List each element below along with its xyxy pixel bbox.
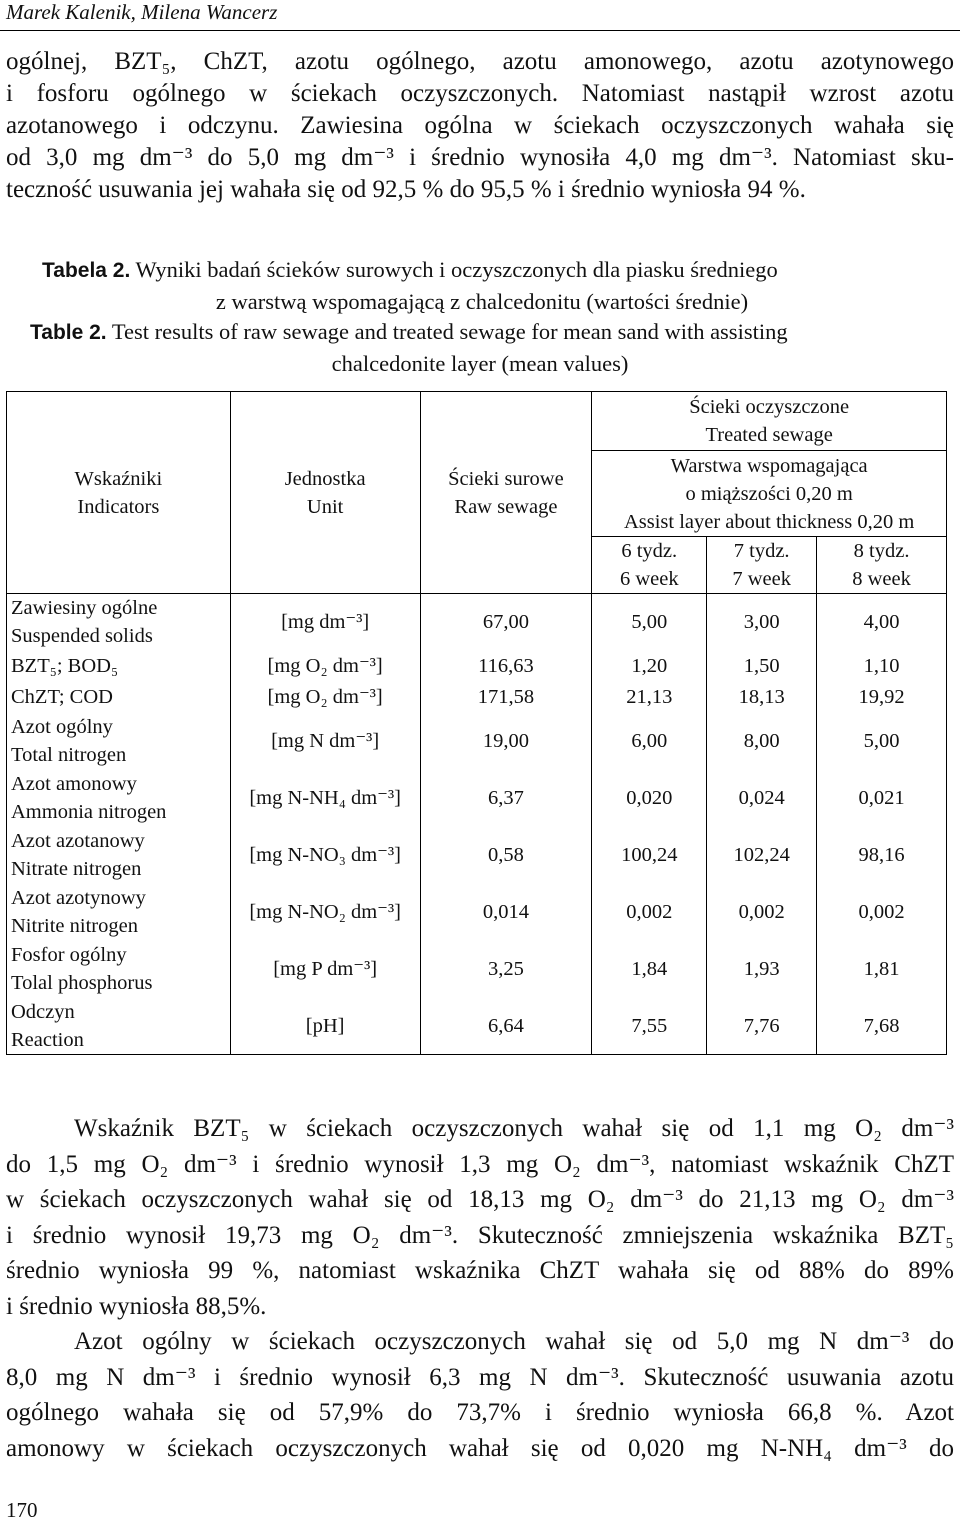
indicator-name-en: Nitrite nitrogen — [11, 915, 138, 937]
indicator-name-pl: Azot amonowy — [11, 773, 137, 795]
unit-cell — [230, 884, 420, 941]
value-cell-w6 — [592, 770, 707, 827]
header-assist-layer: Warstwa wspomagająca o miąższości 0,20 m Assist layer about thickness 0,20 m — [592, 451, 947, 537]
indicator-name-pl: Azot azotynowy — [11, 887, 146, 909]
unit-value: [mg P dm⁻³] — [273, 958, 378, 980]
value-cell-raw — [420, 682, 592, 713]
header-rule — [0, 30, 960, 31]
cell-value: 98,16 — [858, 844, 905, 866]
cell-value: 1,50 — [743, 655, 780, 677]
unit-value: [mg N-NH₄ dm⁻³] — [249, 787, 401, 809]
cell-value: 100,24 — [621, 844, 678, 866]
cell-value: 0,021 — [858, 787, 905, 809]
value-cell-w8 — [817, 827, 947, 884]
cell-value: 19,92 — [858, 686, 905, 708]
value-cell-w6 — [592, 998, 707, 1055]
table-row — [7, 594, 947, 651]
value-cell-w8 — [817, 884, 947, 941]
unit-value: [pH] — [305, 1014, 345, 1037]
header-raw-sewage: Ścieki surowe Raw sewage — [420, 392, 592, 594]
value-cell-w8 — [817, 651, 947, 682]
cell-value: 0,014 — [482, 901, 529, 923]
value-cell-w8 — [817, 770, 947, 827]
value-cell-raw — [420, 770, 592, 827]
table-row — [7, 713, 947, 770]
text-line: do 1,5 mg O₂ dm⁻³ i średnio wynosił 1,3 mg O₂ dm⁻³, natomiast wskaźnik ChZT — [6, 1150, 954, 1178]
table-row — [7, 884, 947, 941]
text-line: ogólnego wahała się od 57,9% do 73,7% i średnio wyniosła 66,8 %. Azot — [6, 1399, 954, 1426]
cell-value: 0,020 — [626, 787, 673, 809]
caption-label: Tabela 2. — [42, 259, 131, 282]
value-cell-raw — [420, 713, 592, 770]
value-cell-w7 — [707, 651, 817, 682]
indicator-name-pl: BZT₅; BOD₅ — [11, 655, 119, 677]
caption-text: chalcedonite layer (mean values) — [331, 351, 629, 376]
indicator-name-en: Reaction — [11, 1028, 84, 1051]
value-cell-raw — [420, 941, 592, 998]
indicator-cell — [7, 827, 231, 884]
value-cell-w7 — [707, 941, 817, 998]
indicator-name-pl: Odczyn — [11, 1000, 75, 1023]
indicator-cell — [7, 941, 231, 998]
bottom-paragraph — [6, 1111, 954, 1466]
value-cell-raw — [420, 998, 592, 1055]
unit-cell — [230, 594, 420, 651]
caption-text: Test results of raw sewage and treated sewage for mean sand with assisting — [111, 319, 788, 344]
indicator-name-en: Ammonia nitrogen — [11, 801, 167, 823]
cell-value: 19,00 — [482, 730, 529, 752]
header-indicators: Wskaźniki Indicators — [7, 392, 231, 594]
cell-value: 1,84 — [631, 958, 668, 980]
value-cell-w8 — [817, 713, 947, 770]
cell-value: 1,93 — [743, 958, 780, 980]
value-cell-w8 — [817, 682, 947, 713]
text-line: Azot ogólny w ściekach oczyszczonych wahał się od 5,0 mg N dm⁻³ do — [74, 1328, 954, 1355]
cell-value: 7,68 — [863, 1014, 900, 1037]
indicator-name-en: Nitrate nitrogen — [11, 858, 142, 880]
caption-text: Wyniki badań ścieków surowych i oczyszczonych dla piasku średniego — [135, 257, 778, 282]
text-line: teczność usuwania jej wahała się od 92,5 % do 95,5 % i średnio wyniosła 94 %. — [6, 176, 806, 203]
cell-value: 8,00 — [743, 730, 780, 752]
cell-value: 18,13 — [738, 686, 785, 708]
value-cell-raw — [420, 827, 592, 884]
value-cell-w7 — [707, 713, 817, 770]
unit-cell — [230, 827, 420, 884]
cell-value: 6,00 — [631, 730, 668, 752]
value-cell-raw — [420, 884, 592, 941]
value-cell-w6 — [592, 682, 707, 713]
running-header: Marek Kalenik, Milena Wancerz — [6, 0, 278, 24]
unit-cell — [230, 682, 420, 713]
cell-value: 1,81 — [863, 958, 900, 980]
cell-value: 21,13 — [626, 686, 673, 708]
table-row — [7, 941, 947, 998]
indicator-name-pl: Azot ogólny — [11, 716, 113, 738]
unit-value: [mg N dm⁻³] — [271, 730, 380, 752]
indicator-name-en: Tolal phosphorus — [11, 972, 153, 994]
unit-value: [mg dm⁻³] — [281, 611, 370, 634]
text-line: ogólnej, BZT₅, ChZT, azotu ogólnego, azotu amonowego, azotu azotynowego — [6, 48, 954, 75]
unit-value: [mg O₂ dm⁻³] — [267, 686, 383, 708]
value-cell-w6 — [592, 827, 707, 884]
cell-value: 0,024 — [738, 787, 785, 809]
text-line: Wskaźnik BZT₅ w ściekach oczyszczonych wahał się od 1,1 mg O₂ dm⁻³ — [74, 1115, 954, 1142]
cell-value: 3,25 — [487, 958, 524, 980]
unit-value: [mg N-NO₃ dm⁻³] — [249, 844, 401, 866]
table-row — [7, 651, 947, 682]
value-cell-w7 — [707, 884, 817, 941]
indicator-cell — [7, 770, 231, 827]
value-cell-w6 — [592, 594, 707, 651]
header-treated-sewage: Ścieki oczyszczone Treated sewage — [592, 392, 947, 451]
value-cell-w7 — [707, 998, 817, 1055]
cell-value: 0,58 — [487, 844, 524, 866]
indicator-name-pl: Azot azotanowy — [11, 830, 145, 852]
table-row — [7, 682, 947, 713]
indicator-cell — [7, 594, 231, 651]
indicator-cell — [7, 651, 231, 682]
text-line: i średnio wyniosła 88,5%. — [6, 1292, 267, 1320]
header-week-6: 6 tydz. 6 week — [592, 537, 707, 594]
cell-value: 0,002 — [738, 901, 785, 923]
cell-value: 1,10 — [863, 655, 900, 677]
cell-value: 7,55 — [631, 1014, 668, 1037]
value-cell-w8 — [817, 594, 947, 651]
table-caption-pl — [42, 254, 922, 317]
unit-value: [mg O₂ dm⁻³] — [267, 655, 383, 677]
value-cell-w6 — [592, 884, 707, 941]
unit-cell — [230, 651, 420, 682]
text-line: od 3,0 mg dm⁻³ do 5,0 mg dm⁻³ i średnio wynosiła 4,0 mg dm⁻³. Natomiast sku- — [6, 144, 954, 171]
value-cell-w6 — [592, 713, 707, 770]
text-line: amonowy w ściekach oczyszczonych wahał się od 0,020 mg N-NH₄ dm⁻³ do — [6, 1434, 954, 1462]
page-number: 170 — [6, 1498, 38, 1522]
cell-value: 1,20 — [631, 655, 668, 677]
text-line: azotanowego i odczynu. Zawiesina ogólna w ściekach oczyszczonych wahała się — [6, 112, 954, 139]
cell-value: 4,00 — [863, 611, 900, 634]
unit-value: [mg N-NO₂ dm⁻³] — [249, 901, 401, 923]
indicator-name-pl: Fosfor ogólny — [11, 944, 127, 966]
cell-value: 102,24 — [733, 844, 790, 866]
caption-label: Table 2. — [30, 321, 107, 344]
table-row — [7, 998, 947, 1055]
cell-value: 116,63 — [478, 655, 534, 677]
indicator-cell — [7, 998, 231, 1055]
value-cell-w6 — [592, 941, 707, 998]
value-cell-raw — [420, 594, 592, 651]
caption-text: z warstwą wspomagającą z chalcedonitu (wartości średnie) — [215, 289, 749, 314]
cell-value: 5,00 — [863, 730, 900, 752]
cell-value: 3,00 — [743, 611, 780, 634]
text-line: 8,0 mg N dm⁻³ i średnio wynosił 6,3 mg N dm⁻³. Skuteczność usuwania azotu — [6, 1363, 954, 1391]
indicator-name-en: Total nitrogen — [11, 744, 127, 766]
results-table — [6, 391, 947, 1055]
cell-value: 6,37 — [487, 787, 524, 809]
value-cell-raw — [420, 651, 592, 682]
cell-value: 0,002 — [858, 901, 905, 923]
cell-value: 171,58 — [477, 686, 535, 708]
indicator-cell — [7, 884, 231, 941]
value-cell-w7 — [707, 827, 817, 884]
text-line: i średnio wynosił 19,73 mg O₂ dm⁻³. Skuteczność zmniejszenia wskaźnika BZT₅ — [6, 1221, 954, 1249]
indicator-name-pl: ChZT; COD — [11, 686, 113, 708]
indicator-cell — [7, 713, 231, 770]
top-paragraph — [6, 46, 954, 206]
unit-cell — [230, 770, 420, 827]
text-line: średnio wyniosła 99 %, natomiast wskaźnika ChZT wahała się od 88% do 89% — [6, 1257, 954, 1284]
unit-cell — [230, 998, 420, 1055]
header-week-7: 7 tydz. 7 week — [707, 537, 817, 594]
value-cell-w6 — [592, 651, 707, 682]
unit-cell — [230, 941, 420, 998]
value-cell-w8 — [817, 941, 947, 998]
header-unit: Jednostka Unit — [230, 392, 420, 594]
value-cell-w7 — [707, 594, 817, 651]
table-row — [7, 827, 947, 884]
cell-value: 0,002 — [626, 901, 673, 923]
indicator-name-en: Suspended solids — [11, 625, 153, 648]
cell-value: 5,00 — [631, 611, 668, 634]
text-line: w ściekach oczyszczonych wahał się od 18,13 mg O₂ dm⁻³ do 21,13 mg O₂ dm⁻³ — [6, 1186, 954, 1213]
table-row — [7, 770, 947, 827]
cell-value: 7,76 — [743, 1014, 780, 1037]
value-cell-w8 — [817, 998, 947, 1055]
cell-value: 67,00 — [482, 611, 529, 634]
indicator-name-pl: Zawiesiny ogólne — [11, 597, 158, 620]
header-week-8: 8 tydz. 8 week — [817, 537, 947, 594]
cell-value: 6,64 — [487, 1014, 524, 1037]
indicator-cell — [7, 682, 231, 713]
value-cell-w7 — [707, 770, 817, 827]
unit-cell — [230, 713, 420, 770]
text-line: i fosforu ogólnego w ściekach oczyszczonych. Natomiast nastąpił wzrost azotu — [6, 80, 954, 107]
table-caption-en — [30, 316, 930, 379]
value-cell-w7 — [707, 682, 817, 713]
